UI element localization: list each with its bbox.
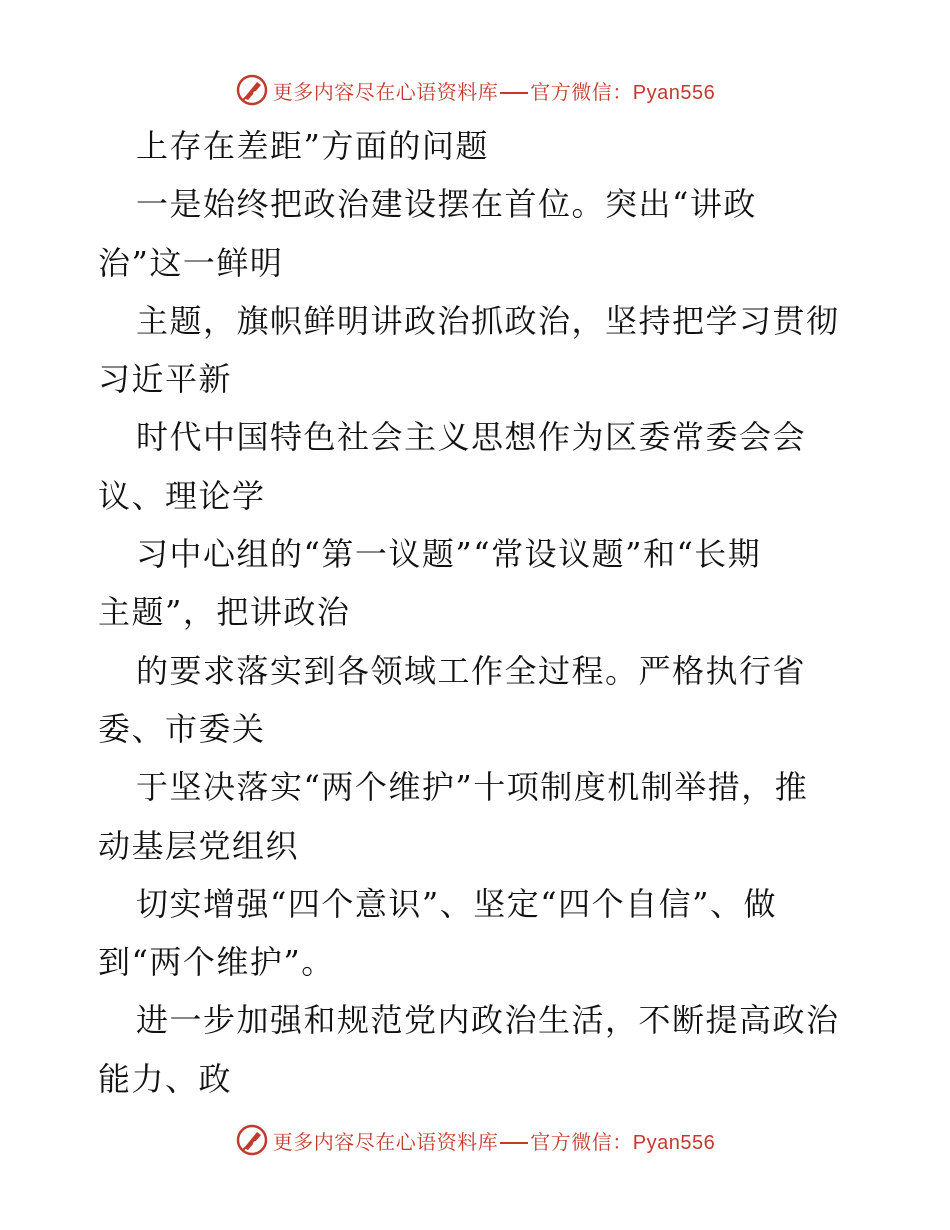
text-line: 治”这一鲜明 [98, 243, 284, 282]
text-line: 到“两个维护”。 [98, 943, 335, 982]
text-line: 一是始终把政治建设摆在首位。突出“讲政 [136, 185, 757, 224]
text-line: 进一步加强和规范党内政治生活，不断提高政治 [136, 1001, 840, 1040]
text-line: 切实增强“四个意识”、坚定“四个自信”、做 [136, 884, 777, 923]
text-line: 于坚决落实“两个维护”十项制度机制举措，推 [136, 768, 809, 807]
text-line: 习中心组的“第一议题”“常设议题”和“长期 [136, 535, 762, 574]
text-line: 习近平新 [98, 360, 233, 399]
quill-pen-logo-icon [235, 1123, 269, 1157]
watermark-text: 更多内容尽在心语资料库 官方微信：Pyan556 [272, 79, 716, 104]
text-line: 委、市委关 [98, 709, 266, 748]
footer-watermark [0, 1120, 950, 1160]
document-body [98, 117, 858, 1108]
text-line: 主题，旗帜鲜明讲政治抓政治，坚持把学习贯彻 [136, 301, 840, 340]
text-line: 动基层党组织 [98, 826, 300, 865]
text-line: 主题”，把讲政治 [98, 593, 351, 632]
text-line: 上存在差距”方面的问题 [136, 127, 489, 165]
header-watermark [0, 70, 950, 110]
text-line: 的要求落实到各领域工作全过程。严格执行省 [136, 651, 807, 690]
watermark-text: 更多内容尽在心语资料库 官方微信：Pyan556 [272, 1129, 716, 1154]
text-line: 能力、政 [98, 1059, 233, 1098]
quill-pen-logo-icon [235, 73, 269, 107]
text-line: 时代中国特色社会主义思想作为区委常委会会 [136, 418, 807, 457]
text-line: 议、理论学 [98, 476, 266, 515]
